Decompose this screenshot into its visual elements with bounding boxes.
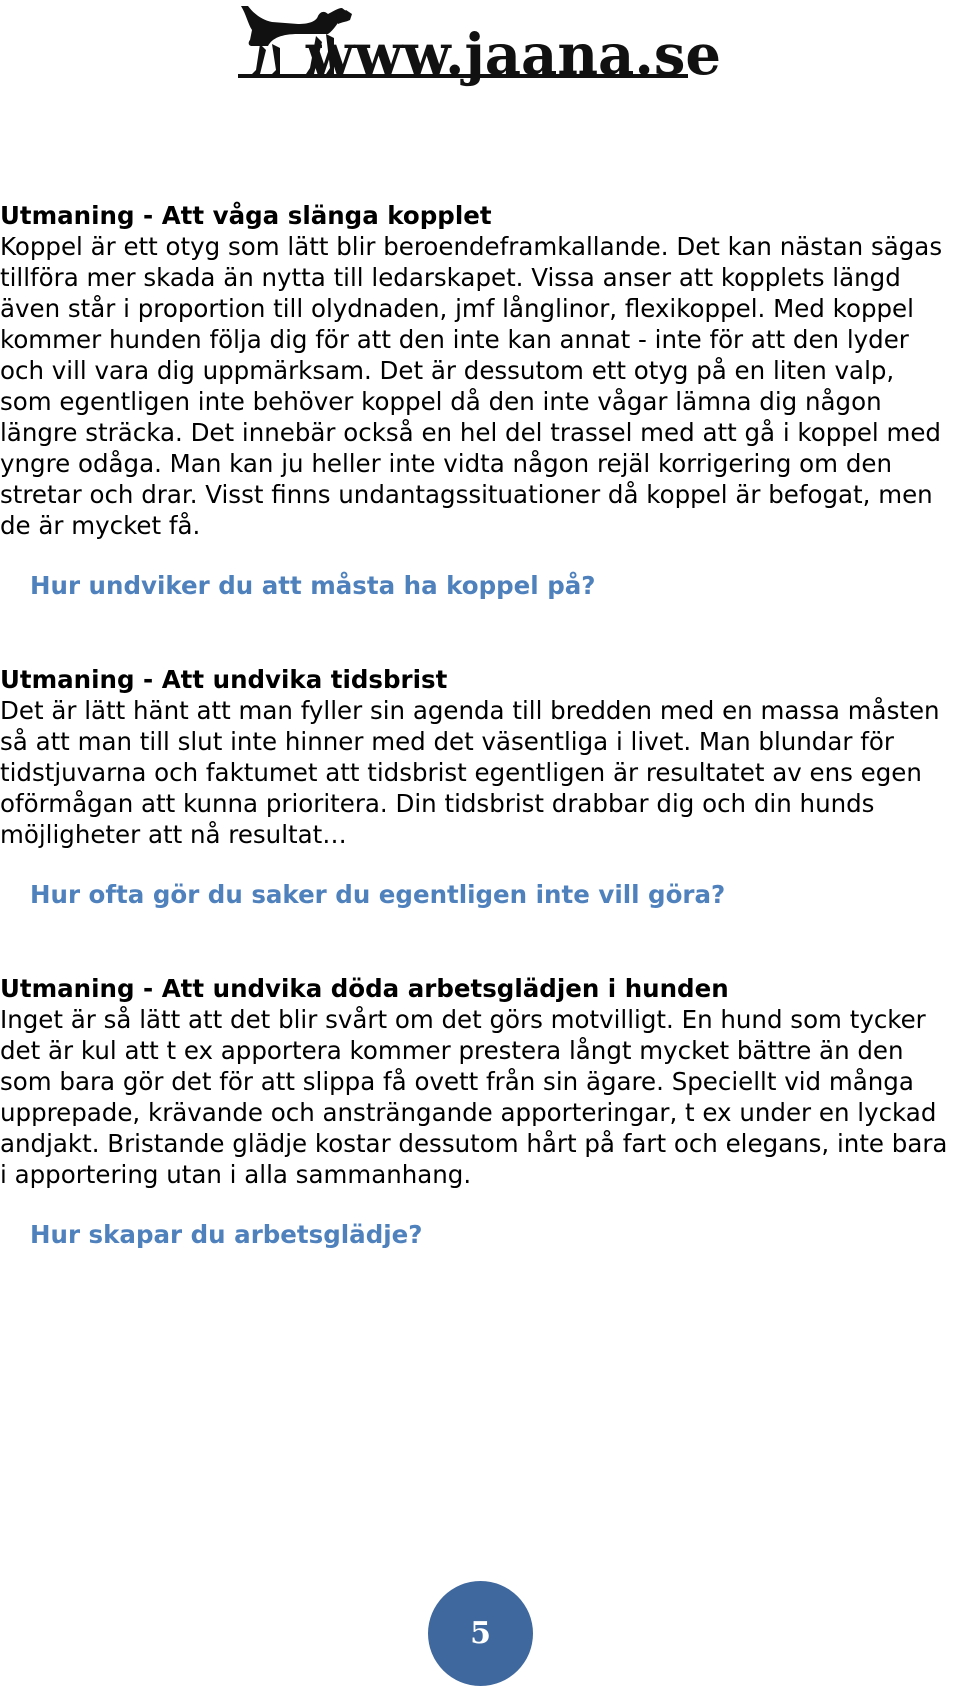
section-question-link[interactable]: Hur ofta gör du saker du egentligen inte vill göra? — [30, 880, 726, 909]
site-logo[interactable] — [238, 0, 732, 108]
section-body: Inget är så lätt att det blir svårt om det görs motvilligt. En hund som tycker det är kul att t ex apportera kommer prestera långt mycket bättre än den som bara gör det för att slippa få ovett från sin ägare. Speciellt vid många upprepade, krävande och ansträngande apporteringar, t ex under en lyckad andjakt. Bristande glädje kostar dessutom hårt på fart och elegans, inte bara i apportering utan i alla sammanhang. — [0, 1005, 948, 1189]
section-body: Det är lätt hänt att man fyller sin agenda till bredden med en massa måsten så att man till slut inte hinner med det väsentliga i livet. Man blundar för tidstjuvarna och faktumet att tidsbrist egentligen är resultatet av ens egen oförmågan att kunna prioritera. Din tidsbrist drabbar dig och din hunds möjligheter att nå resultat… — [0, 696, 940, 849]
section-time — [0, 664, 948, 910]
section-body: Koppel är ett otyg som lätt blir beroendeframkallande. Det kan nästan sägas tillföra mer skada än nytta till ledarskapet. Vissa anser att kopplets längd även står i proportion till olydnaden, jmf långlinor, flexikoppel. Med koppel kommer hunden följa dig för att den inte kan annat - inte för att den lyder och vill vara dig uppmärksam. Det är dessutom ett otyg på en liten valp, som egentligen inte behöver koppel då den inte vågar lämna dig någon längre sträcka. Det innebär också en hel del trassel med att gå i koppel med yngre odåga. Man kan ju heller inte vidta någon rejäl korrigering om den stretar och drar. Visst finns undantagssituationer då koppel är befogat, men de är mycket få. — [0, 232, 943, 540]
section-heading: Utmaning - Att undvika tidsbrist — [0, 665, 448, 694]
page-number-badge — [428, 1581, 533, 1686]
section-heading: Utmaning - Att undvika döda arbetsglädjen i hunden — [0, 974, 729, 1003]
section-leash — [0, 200, 948, 601]
section-heading: Utmaning - Att våga slänga kopplet — [0, 201, 492, 230]
dog-logo-icon — [238, 0, 732, 108]
page-number: 5 — [470, 1616, 491, 1651]
section-question-link[interactable]: Hur undviker du att måsta ha koppel på? — [30, 571, 596, 600]
logo-text: www.jaana.se — [306, 22, 721, 88]
section-motivation — [0, 973, 948, 1250]
section-question-link[interactable]: Hur skapar du arbetsglädje? — [30, 1220, 423, 1249]
